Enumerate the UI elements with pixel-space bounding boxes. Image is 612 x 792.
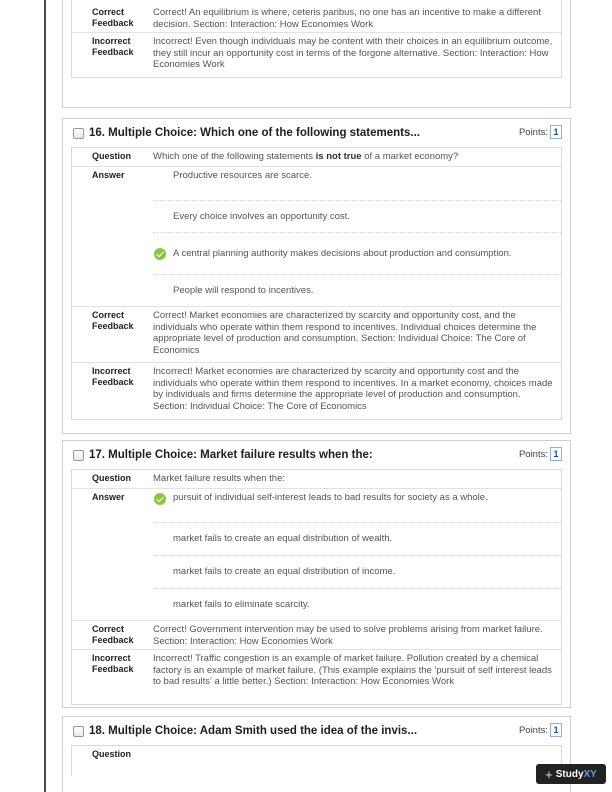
watermark-xy: XY xyxy=(583,768,597,780)
answer-option xyxy=(153,167,561,201)
question-text: Market failure results when the: xyxy=(153,473,286,484)
question-18-header xyxy=(63,717,570,745)
answer-option xyxy=(153,556,561,589)
question-16-header xyxy=(63,119,570,147)
points-value[interactable]: 1 xyxy=(550,125,562,139)
points xyxy=(519,723,562,737)
question-text-bold: is not true xyxy=(315,151,362,162)
answer-list xyxy=(153,167,561,306)
points-value[interactable]: 1 xyxy=(550,723,562,737)
points xyxy=(519,125,562,139)
question-17-body xyxy=(71,469,562,705)
select-checkbox[interactable] xyxy=(73,726,84,737)
correct-feedback-label: Correct Feedback xyxy=(92,310,134,331)
question-label: Question xyxy=(92,151,132,161)
answer-text: Productive resources are scarce. xyxy=(173,170,312,181)
incorrect-feedback-row xyxy=(72,33,561,77)
question-row xyxy=(72,148,561,167)
answer-label: Answer xyxy=(92,170,125,180)
correct-feedback-row xyxy=(72,307,561,363)
correct-feedback-label: Correct Feedback xyxy=(92,7,134,28)
correct-check-icon xyxy=(154,493,166,505)
studyxy-watermark xyxy=(536,764,606,784)
page-left-rule xyxy=(44,0,46,792)
question-title: 18. Multiple Choice: Adam Smith used the idea of the invis... xyxy=(89,725,418,737)
correct-feedback-row xyxy=(72,0,561,33)
question-row xyxy=(72,746,561,776)
points xyxy=(519,447,562,461)
select-checkbox[interactable] xyxy=(73,450,84,461)
question-18 xyxy=(62,716,571,792)
answer-option xyxy=(153,589,561,621)
question-18-body xyxy=(71,745,562,776)
correct-feedback-text: Correct! An equilibrium is where, ceteris paribus, no one has an incentive to make a different decision. Section: Interaction: How Economies Work xyxy=(153,7,541,30)
question-label: Question xyxy=(92,473,132,483)
answer-list xyxy=(153,489,561,620)
answer-label: Answer xyxy=(92,492,125,502)
points-label: Points: xyxy=(518,126,548,138)
answer-option xyxy=(153,523,561,556)
question-label: Question xyxy=(92,749,132,759)
answer-row xyxy=(72,489,561,621)
question-text xyxy=(153,746,561,776)
incorrect-feedback-text: Incorrect! Market economies are characterized by scarcity and opportunity cost and the individuals who operate within them respond to incentives. In a market economy, choices made by individuals and firms determine the appropriate level of production and consumption. Section: Individual Choice: The Core of Economics xyxy=(153,366,553,412)
answer-option xyxy=(153,275,561,307)
incorrect-feedback-label: Incorrect Feedback xyxy=(92,366,134,387)
incorrect-feedback-row xyxy=(72,363,561,419)
answer-text: A central planning authority makes decisions about production and consumption. xyxy=(173,247,512,259)
question-16 xyxy=(62,118,571,434)
incorrect-feedback-label: Incorrect Feedback xyxy=(92,653,134,674)
watermark-study: Study xyxy=(555,768,584,780)
correct-feedback-text: Correct! Market economies are characterized by scarcity and opportunity cost, and the individuals who operate within them respond to incentives. Individual choices determine the appropriate level of production and consumption. Section: Individual Choice: The Core of Economics xyxy=(153,310,537,356)
points-label: Points: xyxy=(518,724,548,736)
answer-text: pursuit of individual self-interest leads to bad results for society as a whole. xyxy=(173,492,488,503)
question-text-part: of a market economy? xyxy=(361,151,459,162)
correct-feedback-text: Correct! Government intervention may be used to solve problems arising from market failure. Section: Interaction: How Economies Work xyxy=(153,624,543,647)
points-value[interactable]: 1 xyxy=(550,447,562,461)
answer-text: market fails to create an equal distribution of income. xyxy=(173,566,396,578)
question-title: 17. Multiple Choice: Market failure results when the: xyxy=(89,449,373,461)
incorrect-feedback-label: Incorrect Feedback xyxy=(92,36,134,57)
question-15-tail xyxy=(62,0,571,108)
question-15-body xyxy=(71,0,562,78)
answer-option-correct xyxy=(153,489,561,523)
question-text xyxy=(153,148,561,166)
correct-check-icon xyxy=(154,248,166,260)
answer-text: People will respond to incentives. xyxy=(173,285,314,297)
answer-row xyxy=(72,167,561,307)
question-title: 16. Multiple Choice: Which one of the following statements... xyxy=(89,127,420,139)
incorrect-feedback-text: Incorrect! Traffic congestion is an example of market failure. Pollution created by a chemical factory is an example of market failure. (This example explains the 'pursuit of self interest leads to bad results' a little better.) Section: Interaction: How Economies Work xyxy=(153,653,552,687)
question-text-part: Which one of the following statements xyxy=(153,151,316,162)
select-checkbox[interactable] xyxy=(73,128,84,139)
answer-option-correct xyxy=(153,233,561,275)
correct-feedback-row xyxy=(72,621,561,650)
answer-text: market fails to eliminate scarcity. xyxy=(173,599,310,611)
question-17 xyxy=(62,440,571,708)
answer-text: market fails to create an equal distribution of wealth. xyxy=(173,533,393,545)
incorrect-feedback-row xyxy=(72,650,561,704)
question-17-header xyxy=(63,441,570,469)
correct-feedback-label: Correct Feedback xyxy=(92,624,134,645)
question-row xyxy=(72,470,561,489)
question-16-body xyxy=(71,147,562,420)
plus-icon: + xyxy=(545,766,553,782)
answer-text: Every choice involves an opportunity cost. xyxy=(173,210,350,222)
points-label: Points: xyxy=(518,448,548,460)
incorrect-feedback-text: Incorrect! Even though individuals may be content with their choices in an equilibrium outcome, they still incur an opportunity cost in terms of the forgone alternative. Section: Interaction: How Economies Work xyxy=(153,36,553,70)
answer-option xyxy=(153,201,561,233)
